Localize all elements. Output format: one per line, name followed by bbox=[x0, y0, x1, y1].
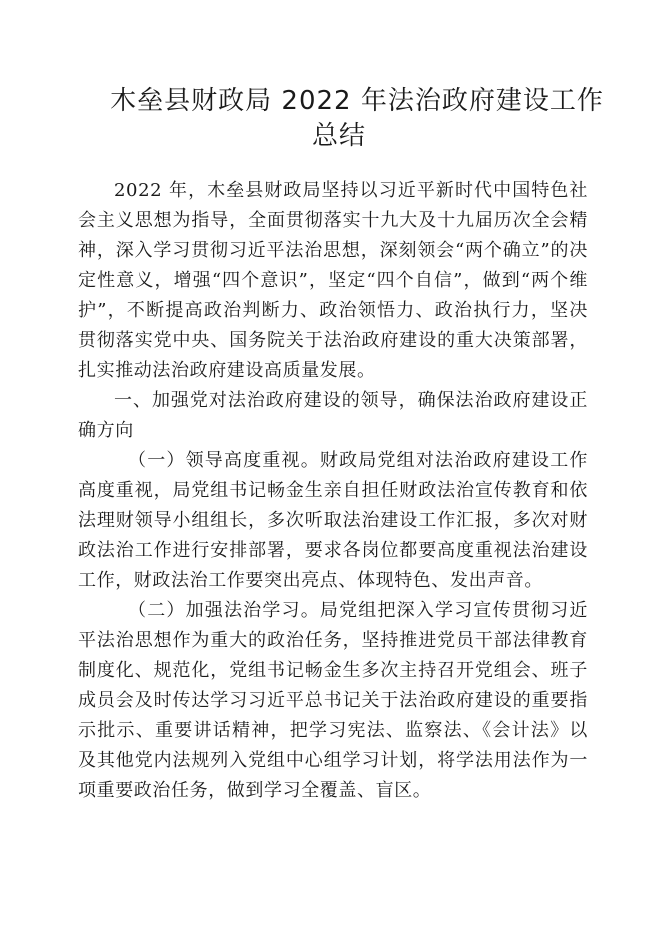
paragraph-subsection-2: （二）加强法治学习。局党组把深入学习宣传贯彻习近平法治思想作为重大的政治任务，坚持推进党员干部法律教育制度化、规范化，党组书记畅金生多次主持召开党组会、班子成员会及时传达学习习近平总书记关于法治政府建设的重要指示批示、重要讲话精神，把学习宪法、监察法、《会计法》以及其他党内法规列入党组中心组学习计划，将学法用法作为一项重要政治任务，做到学习全覆盖、盲区。 bbox=[78, 600, 588, 801]
document-body bbox=[78, 176, 588, 806]
document-title-line2: 总结 bbox=[311, 121, 366, 151]
paragraph-subsection-1: （一）领导高度重视。财政局党组对法治政府建设工作高度重视，局党组书记畅金生亲自担任财政法治宣传教育和依法理财领导小组组长，多次听取法治建设工作汇报，多次对财政法治工作进行安排部署，要求各岗位都要高度重视法治建设工作，财政法治工作要突出亮点、体现特色、发出声音。 bbox=[78, 450, 588, 591]
paragraph-intro: 2022 年，木垒县财政局坚持以习近平新时代中国特色社会主义思想为指导，全面贯彻落实十九大及十九届历次全会精神，深入学习贯彻习近平法治思想，深刻领会“两个确立”的决定性意义，增强“四个意识”，坚定“四个自信”，做到“两个维护”，不断提高政治判断力、政治领悟力、政治执行力，坚决贯彻落实党中央、国务院关于法治政府建设的重大决策部署，扎实推动法治政府建设高质量发展。 bbox=[78, 180, 588, 381]
section-heading-1: 一、加强党对法治政府建设的领导，确保法治政府建设正确方向 bbox=[78, 390, 588, 441]
document-title-line1: 木垒县财政局 2022 年法治政府建设工作 bbox=[110, 86, 604, 116]
